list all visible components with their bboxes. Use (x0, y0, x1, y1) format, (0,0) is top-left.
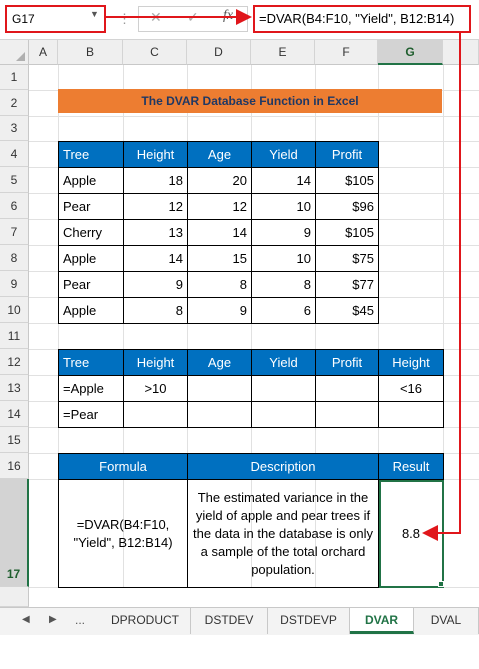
table-cell[interactable]: $105 (316, 220, 379, 246)
tab-dval[interactable]: DVAL (414, 608, 479, 634)
column-header-g[interactable]: G (378, 40, 443, 65)
row-header-14[interactable]: 14 (0, 401, 29, 427)
table-cell[interactable]: 14 (124, 246, 188, 272)
header-cell[interactable]: Result (379, 454, 444, 480)
header-cell[interactable]: Tree (59, 350, 124, 376)
name-box[interactable]: G17 (5, 5, 106, 33)
database-table (58, 141, 379, 324)
header-cell[interactable]: Height (124, 142, 188, 168)
column-header-blank[interactable] (443, 40, 479, 65)
table-cell[interactable]: 20 (188, 168, 252, 194)
row-header-8[interactable]: 8 (0, 245, 29, 271)
row-header-17[interactable]: 17 (0, 479, 29, 587)
select-all-icon (16, 52, 25, 61)
cancel-icon[interactable]: ✕ (150, 9, 162, 25)
row-header-4[interactable]: 4 (0, 141, 29, 167)
chevron-down-icon[interactable]: ▼ (90, 9, 99, 19)
column-header-f[interactable]: F (315, 40, 378, 65)
table-row (59, 168, 379, 194)
grid-line (29, 116, 479, 117)
result-table (58, 453, 444, 588)
table-cell[interactable]: 13 (124, 220, 188, 246)
table-cell[interactable] (316, 402, 379, 428)
table-cell[interactable] (316, 376, 379, 402)
table-cell[interactable]: 8 (124, 298, 188, 324)
header-cell[interactable]: Height (379, 350, 444, 376)
table-cell[interactable]: Cherry (59, 220, 124, 246)
table-row (59, 480, 444, 588)
row-header-10[interactable]: 10 (0, 297, 29, 323)
table-row (59, 376, 444, 402)
column-header-e[interactable]: E (251, 40, 315, 65)
row-header-7[interactable]: 7 (0, 219, 29, 245)
criteria-table (58, 349, 444, 428)
tab-dproduct[interactable]: DPRODUCT (100, 608, 191, 634)
table-cell[interactable]: 12 (188, 194, 252, 220)
table-cell[interactable]: 15 (188, 246, 252, 272)
column-header-b[interactable]: B (58, 40, 123, 65)
table-row (59, 194, 379, 220)
table-cell[interactable]: 9 (124, 272, 188, 298)
row-header-2[interactable]: 2 (0, 90, 29, 116)
column-header-a[interactable]: A (29, 40, 58, 65)
table-cell[interactable]: 18 (124, 168, 188, 194)
table-row (59, 220, 379, 246)
table-cell[interactable]: =Pear (59, 402, 124, 428)
row-header-5[interactable]: 5 (0, 167, 29, 193)
header-cell[interactable]: Age (188, 350, 252, 376)
table-cell[interactable]: 8 (188, 272, 252, 298)
header-cell[interactable]: Yield (252, 350, 316, 376)
table-cell[interactable]: 8 (252, 272, 316, 298)
table-row (59, 246, 379, 272)
table-cell[interactable]: 10 (252, 246, 316, 272)
table-cell[interactable]: Pear (59, 272, 124, 298)
sheet-title[interactable]: The DVAR Database Function in Excel (58, 89, 442, 113)
table-cell[interactable]: $77 (316, 272, 379, 298)
description-cell[interactable]: The estimated variance in the yield of apple and pear trees if the data in the database is only a sample of the total orchard population. (188, 480, 379, 588)
column-header-c[interactable]: C (123, 40, 187, 65)
table-cell[interactable]: Apple (59, 168, 124, 194)
fill-handle[interactable] (438, 581, 444, 587)
row-header-6[interactable]: 6 (0, 193, 29, 219)
formula-input[interactable]: =DVAR(B4:F10, "Yield", B12:B14) (253, 5, 471, 33)
table-row (59, 402, 444, 428)
row-header-11[interactable]: 11 (0, 323, 29, 349)
table-cell[interactable]: $45 (316, 298, 379, 324)
table-header-row (59, 350, 444, 376)
tab-dvar[interactable]: DVAR (350, 608, 414, 634)
row-header-16[interactable]: 16 (0, 453, 29, 479)
table-cell[interactable] (124, 402, 188, 428)
table-cell[interactable]: 9 (188, 298, 252, 324)
table-header-row (59, 142, 379, 168)
table-cell[interactable] (252, 402, 316, 428)
table-cell[interactable] (252, 376, 316, 402)
formula-cell[interactable]: =DVAR(B4:F10, "Yield", B12:B14) (59, 480, 188, 588)
table-cell[interactable]: 12 (124, 194, 188, 220)
header-cell[interactable]: Profit (316, 350, 379, 376)
header-cell[interactable]: Description (188, 454, 379, 480)
tab-scroll-left-icon[interactable]: ◀ (22, 614, 30, 625)
row-header-12[interactable]: 12 (0, 349, 29, 375)
header-cell[interactable]: Profit (316, 142, 379, 168)
header-cell[interactable]: Height (124, 350, 188, 376)
table-cell[interactable] (379, 402, 444, 428)
table-cell[interactable]: $75 (316, 246, 379, 272)
table-cell[interactable]: 6 (252, 298, 316, 324)
row-header-blank[interactable] (0, 587, 29, 607)
insert-function-icon[interactable]: fx (223, 8, 234, 23)
table-cell[interactable] (188, 402, 252, 428)
row-header-9[interactable]: 9 (0, 271, 29, 297)
table-cell[interactable]: 9 (252, 220, 316, 246)
table-cell[interactable]: Apple (59, 246, 124, 272)
tab-dstdevp[interactable]: DSTDEVP (268, 608, 350, 634)
row-header-3[interactable]: 3 (0, 116, 29, 141)
table-cell[interactable]: 14 (252, 168, 316, 194)
row-header-13[interactable]: 13 (0, 375, 29, 401)
result-cell[interactable]: 8.8 (379, 480, 444, 588)
drag-handle-icon[interactable]: ⋮ (118, 11, 130, 26)
table-cell[interactable]: <16 (379, 376, 444, 402)
table-cell[interactable]: $105 (316, 168, 379, 194)
row-header-15[interactable]: 15 (0, 427, 29, 453)
header-cell[interactable]: Tree (59, 142, 124, 168)
header-cell[interactable]: Formula (59, 454, 188, 480)
more-tabs-icon[interactable]: ... (75, 613, 86, 627)
header-cell[interactable]: Yield (252, 142, 316, 168)
header-cell[interactable]: Age (188, 142, 252, 168)
table-row (59, 272, 379, 298)
table-cell[interactable]: Pear (59, 194, 124, 220)
table-row (59, 298, 379, 324)
row-header-1[interactable]: 1 (0, 65, 29, 90)
table-cell[interactable]: >10 (124, 376, 188, 402)
table-cell[interactable] (188, 376, 252, 402)
tab-dstdev[interactable]: DSTDEV (191, 608, 268, 634)
table-cell[interactable]: 14 (188, 220, 252, 246)
column-header-d[interactable]: D (187, 40, 251, 65)
enter-icon[interactable]: ✓ (187, 9, 199, 25)
table-header-row (59, 454, 444, 480)
table-cell[interactable]: Apple (59, 298, 124, 324)
table-cell[interactable]: =Apple (59, 376, 124, 402)
tab-scroll-right-icon[interactable]: ▶ (49, 614, 57, 625)
table-cell[interactable]: $96 (316, 194, 379, 220)
table-cell[interactable]: 10 (252, 194, 316, 220)
